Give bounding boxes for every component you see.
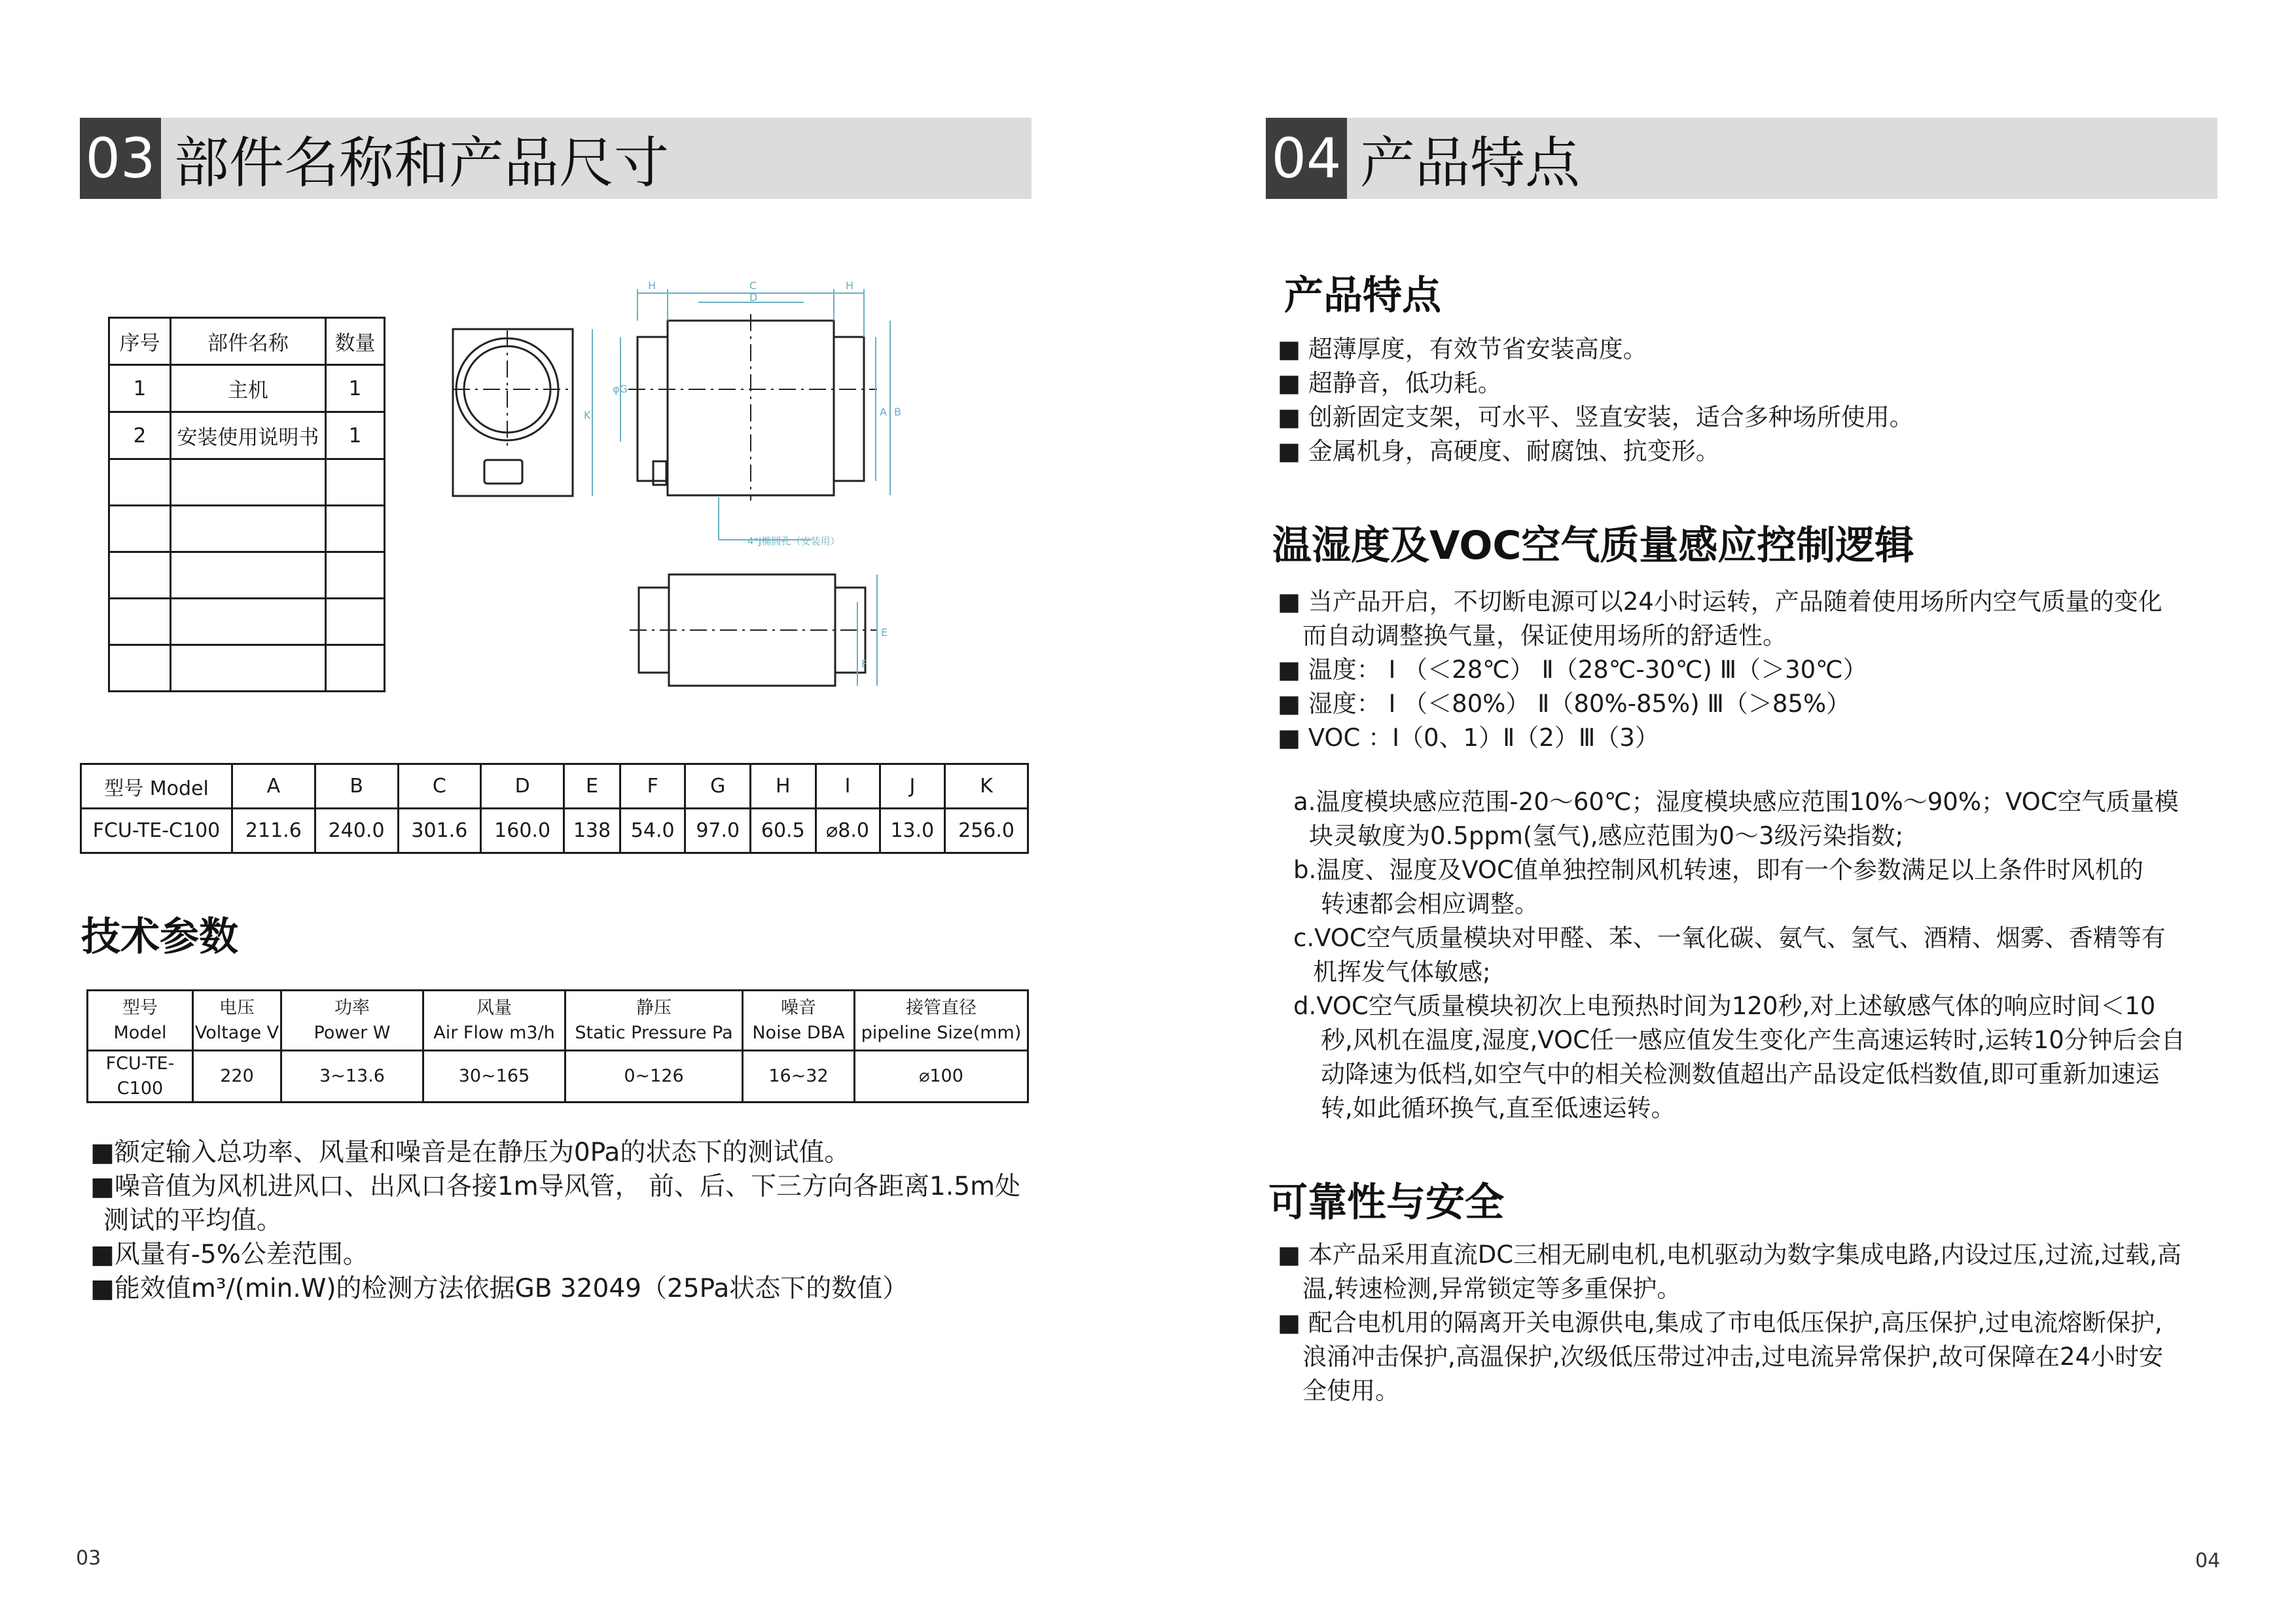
- table-cell: 1: [326, 412, 385, 459]
- dim-label-k: K: [584, 409, 591, 421]
- product-dimension-drawing: [445, 275, 1001, 700]
- tech-cell: 3~13.6: [281, 1051, 423, 1103]
- dims-header: H: [751, 764, 816, 809]
- control-line: ■ 当产品开启，不切断电源可以24小时运转，产品随着使用场所内空气质量的变化: [1278, 588, 2162, 616]
- feature-item: ■ 金属机身，高硬度、耐腐蚀、抗变形。: [1278, 437, 1720, 465]
- dim-label-h-right: H: [846, 279, 854, 292]
- tech-header: [88, 991, 193, 1051]
- safety-line: ■ 配合电机用的隔离开关电源供电,集成了市电低压保护,高压保护,过电流熔断保护,: [1278, 1309, 2162, 1337]
- section-header-04: [1266, 118, 2217, 199]
- safety-line: 温,转速检测,异常锁定等多重保护。: [1302, 1275, 1681, 1303]
- tech-header: [193, 991, 281, 1051]
- page-number-right: 04: [2195, 1549, 2221, 1572]
- table-cell: [170, 506, 325, 552]
- tech-cell: FCU-TE-C100: [88, 1051, 193, 1103]
- table-cell: 2: [109, 412, 171, 459]
- table-cell: 1: [109, 365, 171, 412]
- dims-cell: 160.0: [481, 809, 564, 853]
- control-line: ■ 湿度： Ⅰ （＜80%） Ⅱ（80%-85%) Ⅲ（＞85%）: [1278, 690, 1851, 718]
- control-note-line: 块灵敏度为0.5ppm(氢气),感应范围为0～3级污染指数;: [1309, 822, 1904, 850]
- tech-header-en: Air Flow m3/h: [433, 1022, 555, 1043]
- table-cell: [326, 645, 385, 692]
- safety-line: 浪涌冲击保护,高温保护,次级低压带过冲击,过电流异常保护,故可保障在24小时安: [1302, 1343, 2164, 1371]
- dims-cell: 97.0: [685, 809, 751, 853]
- tech-header-en: pipeline Size(mm): [861, 1022, 1022, 1043]
- dim-label-b: B: [894, 406, 901, 418]
- parts-header-index: 序号: [109, 318, 171, 365]
- control-note-line: b.温度、湿度及VOC值单独控制风机转速，即有一个参数满足以上条件时风机的: [1293, 856, 2144, 884]
- safety-title: 可靠性与安全: [1268, 1180, 1504, 1226]
- dims-cell: 138: [564, 809, 620, 853]
- tech-cell: 220: [193, 1051, 281, 1103]
- table-cell: [109, 552, 171, 599]
- tech-header-en: Static Pressure Pa: [575, 1022, 733, 1043]
- tech-header-en: Model: [113, 1022, 167, 1043]
- section-title: 产品特点: [1360, 130, 1581, 195]
- tech-note-line: 测试的平均值。: [103, 1206, 283, 1235]
- dims-cell: 240.0: [315, 809, 398, 853]
- tech-header-cn: 功率: [334, 997, 370, 1018]
- tech-header-en: Noise DBA: [752, 1022, 845, 1043]
- table-cell: [326, 552, 385, 599]
- dims-header: 型号 Model: [81, 764, 232, 809]
- tech-header-cn: 风量: [476, 997, 512, 1018]
- feature-item: ■ 超薄厚度，有效节省安装高度。: [1278, 335, 1647, 363]
- tech-notes: [90, 1136, 1020, 1306]
- tech-cell: 0~126: [565, 1051, 743, 1103]
- table-cell: [170, 459, 325, 506]
- dims-header: E: [564, 764, 620, 809]
- control-notes: [1293, 785, 2185, 1125]
- table-cell: [326, 459, 385, 506]
- dim-label-a: A: [880, 406, 887, 418]
- control-note-line: d.VOC空气质量模块初次上电预热时间为120秒,对上述敏感气体的响应时间＜10: [1293, 992, 2156, 1020]
- dims-cell: FCU-TE-C100: [81, 809, 232, 853]
- table-cell: [109, 459, 171, 506]
- tech-header-cn: 静压: [636, 997, 672, 1018]
- dims-cell: ⌀8.0: [816, 809, 880, 853]
- dims-header: D: [481, 764, 564, 809]
- tech-note-line: ■风量有-5%公差范围。: [90, 1240, 368, 1269]
- dims-cell: 256.0: [945, 809, 1028, 853]
- control-note-line: 机挥发气体敏感;: [1313, 958, 1491, 986]
- tech-cell: 16~32: [743, 1051, 855, 1103]
- table-cell: [326, 506, 385, 552]
- control-note-line: 转,如此循环换气,直至低速运转。: [1321, 1094, 1676, 1122]
- section-header-03: [80, 118, 1031, 199]
- safety-line: ■ 本产品采用直流DC三相无刷电机,电机驱动为数字集成电路,内设过压,过流,过载,高: [1278, 1241, 2181, 1269]
- parts-header-name: 部件名称: [170, 318, 325, 365]
- dims-cell: 301.6: [398, 809, 481, 853]
- tech-header-cn: 噪音: [781, 997, 816, 1018]
- section-number: 03: [80, 118, 161, 199]
- tech-note-line: ■额定输入总功率、风量和噪音是在静压为0Pa的状态下的测试值。: [90, 1138, 850, 1167]
- dims-header: K: [945, 764, 1028, 809]
- dims-cell: 211.6: [232, 809, 315, 853]
- dim-label-e: E: [881, 626, 888, 639]
- tech-header-cn: 接管直径: [906, 997, 977, 1018]
- section-number: 04: [1266, 118, 1347, 199]
- control-note-line: 秒,风机在温度,湿度,VOC任一感应值发生变化产生高速运转时,运转10分钟后会自: [1321, 1026, 2185, 1054]
- table-cell: [109, 599, 171, 645]
- tech-header: [565, 991, 743, 1051]
- dims-cell: 54.0: [620, 809, 685, 853]
- tech-header-cn: 型号: [122, 997, 158, 1018]
- tech-header: [743, 991, 855, 1051]
- control-note-line: 转速都会相应调整。: [1321, 890, 1539, 918]
- table-cell: [170, 552, 325, 599]
- features-title: 产品特点: [1284, 273, 1441, 319]
- control-note-line: c.VOC空气质量模块对甲醛、苯、一氧化碳、氨气、氢气、酒精、烟雾、香精等有: [1293, 924, 2166, 952]
- tech-cell: ⌀100: [855, 1051, 1028, 1103]
- page-number-left: 03: [76, 1547, 101, 1570]
- table-cell: 安装使用说明书: [170, 412, 325, 459]
- dims-cell: 13.0: [880, 809, 945, 853]
- mounting-hole-note: 4*J椭圆孔（安装用）: [747, 535, 840, 547]
- tech-header-cn: 电压: [219, 997, 255, 1018]
- parts-header-qty: 数量: [326, 318, 385, 365]
- dim-label-f: F: [861, 658, 868, 670]
- feature-item: ■ 超静音，低功耗。: [1278, 369, 1502, 397]
- dims-header: G: [685, 764, 751, 809]
- dims-cell: 60.5: [751, 809, 816, 853]
- control-line: ■ VOC ：Ⅰ（0、1）Ⅱ（2）Ⅲ（3）: [1278, 724, 1659, 752]
- table-cell: [326, 599, 385, 645]
- tech-note-line: ■噪音值为风机进风口、出风口各接1m导风管， 前、后、下三方向各距离1.5m处: [90, 1172, 1021, 1201]
- tech-header: [855, 991, 1028, 1051]
- table-cell: 1: [326, 365, 385, 412]
- dim-label-c: C: [749, 279, 757, 292]
- dims-header: J: [880, 764, 945, 809]
- tech-header-en: Power W: [314, 1022, 391, 1043]
- features-list: [1278, 332, 1914, 468]
- table-cell: 主机: [170, 365, 325, 412]
- dim-label-g: φG: [613, 383, 628, 395]
- dims-header: C: [398, 764, 481, 809]
- dims-header: I: [816, 764, 880, 809]
- parts-table: [108, 317, 386, 692]
- tech-params-table: [86, 989, 1029, 1103]
- dims-header: A: [232, 764, 315, 809]
- tech-note-line: ■能效值m³/(min.W)的检测方法依据GB 32049（25Pa状态下的数值）: [90, 1274, 908, 1303]
- safety-line: 全使用。: [1302, 1377, 1399, 1405]
- table-cell: [170, 599, 325, 645]
- tech-params-title: 技术参数: [81, 914, 238, 960]
- dim-label-d: D: [749, 291, 758, 304]
- dimensions-table: [80, 763, 1029, 854]
- control-note-line: a.温度模块感应范围-20～60℃；湿度模块感应范围10%～90%；VOC空气质量模: [1293, 788, 2179, 816]
- dims-header: F: [620, 764, 685, 809]
- safety-list: [1278, 1238, 2181, 1408]
- dim-label-h-left: H: [648, 279, 656, 292]
- section-title: 部件名称和产品尺寸: [174, 130, 670, 195]
- control-note-line: 动降速为低档,如空气中的相关检测数值超出产品设定低档数值,即可重新加速运: [1321, 1060, 2160, 1088]
- feature-item: ■ 创新固定支架，可水平、竖直安装，适合多种场所使用。: [1278, 403, 1914, 431]
- dims-header: B: [315, 764, 398, 809]
- tech-header: [423, 991, 565, 1051]
- tech-header: [281, 991, 423, 1051]
- table-cell: [109, 645, 171, 692]
- table-cell: [109, 506, 171, 552]
- control-logic-title: 温湿度及VOC空气质量感应控制逻辑: [1272, 523, 1914, 569]
- tech-header-en: Voltage V: [194, 1022, 279, 1043]
- control-logic-list: [1278, 585, 2162, 755]
- control-line: ■ 温度： Ⅰ （＜28℃） Ⅱ（28℃-30℃) Ⅲ（＞30℃）: [1278, 656, 1867, 684]
- table-cell: [170, 645, 325, 692]
- control-line: 而自动调整换气量，保证使用场所的舒适性。: [1302, 622, 1787, 650]
- tech-cell: 30~165: [423, 1051, 565, 1103]
